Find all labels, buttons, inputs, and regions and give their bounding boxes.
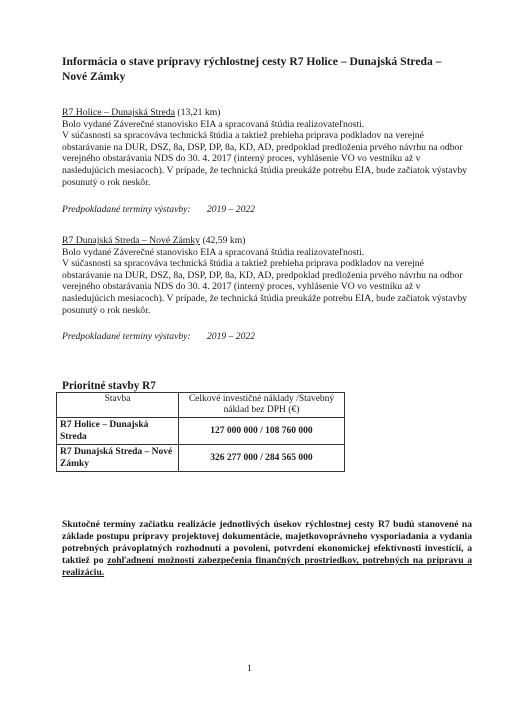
table-header-row bbox=[57, 393, 345, 418]
row-name: R7 Holice – Dunajská Streda bbox=[57, 418, 179, 445]
section-line: Bolo vydané Záverečné stanovisko EIA a spracovaná štúdia realizovateľnosti. bbox=[62, 246, 365, 258]
column-header-stavba: Stavba bbox=[57, 393, 179, 418]
column-header-costs: Celkové investičné náklady /Stavebný náklad bez DPH (€) bbox=[179, 393, 345, 418]
page-number: 1 bbox=[247, 664, 252, 674]
closing-text: Skutočné termíny začiatku realizácie jednotlivých úsekov rýchlostnej cesty R7 budú stanovené na základe postupu prípravy projektovej dokumentácie, majetkovoprávneho vysporiadania a vydania potrebných právoplatných rozhodnutí a povolení, potvrdení ekonomickej efektívnosti investícií, a taktiež po bbox=[62, 519, 472, 566]
table-row bbox=[57, 445, 345, 472]
section-header bbox=[62, 235, 474, 247]
construction-terms bbox=[62, 204, 255, 215]
terms-label: Predpokladané termíny výstavby: bbox=[62, 204, 191, 215]
terms-years: 2019 – 2022 bbox=[207, 204, 255, 215]
table-row bbox=[57, 418, 345, 445]
section-route: R7 Holice – Dunajská Streda bbox=[62, 107, 175, 118]
section-paragraph: V súčasnosti sa spracováva technická štúdia a taktiež prebieha príprava podkladov na verejné obstarávanie na DUR, DSZ, 8a, DSP, DP, 8a, KD, AD, predpoklad predloženia prvého návrhu na odbor verejného obstarávania NDS do 30. 4. 2017 (interný proces, vyhlásenie VO vo vestníku až v nasledujúcich mesiacoch). V prípade, že technická štúdia preukáže potrebu EIA, bude začiatok výstavby posunutý o rok neskôr. bbox=[62, 130, 468, 188]
section-length: (13,21 km) bbox=[177, 107, 221, 118]
priority-table bbox=[56, 392, 345, 472]
closing-paragraph bbox=[62, 519, 472, 579]
row-value: 127 000 000 / 108 760 000 bbox=[179, 418, 345, 445]
section-holice-dunajska-streda bbox=[62, 107, 474, 188]
closing-underlined-text: zohľadnení možností zabezpečenia finančných prostriedkov, potrebných na prípravu a realizáciu. bbox=[62, 555, 472, 578]
priority-title: Prioritné stavby R7 bbox=[62, 380, 156, 392]
row-value: 326 277 000 / 284 565 000 bbox=[179, 445, 345, 472]
section-line: Bolo vydané Záverečné stanovisko EIA a spracovaná štúdia realizovateľnosti. bbox=[62, 118, 365, 130]
construction-terms bbox=[62, 331, 255, 342]
section-dunajska-streda-nove-zamky bbox=[62, 235, 474, 316]
document-title: Informácia o stave prípravy rýchlostnej cesty R7 Holice – Dunajská Streda – Nové Zámky bbox=[62, 55, 442, 83]
terms-label: Predpokladané termíny výstavby: bbox=[62, 331, 191, 342]
section-paragraph: V súčasnosti sa spracováva technická štúdia a taktiež prebieha príprava podkladov na verejné obstarávanie na DUR, DSZ, 8a, DSP, DP, 8a, KD, AD, predpoklad predloženia prvého návrhu na odbor verejného obstarávania NDS do 30. 4. 2017 (interný proces, vyhlásenie VO vo vestníku až v nasledujúcich mesiacoch). V prípade, že technická štúdia preukáže potrebu EIA, bude začiatok výstavby posunutý o rok neskôr. bbox=[62, 258, 468, 316]
section-header bbox=[62, 107, 474, 119]
row-name: R7 Dunajská Streda – Nové Zámky bbox=[57, 445, 179, 472]
terms-years: 2019 – 2022 bbox=[207, 331, 255, 342]
section-length: (42,59 km) bbox=[202, 235, 246, 246]
section-route: R7 Dunajská Streda – Nové Zámky bbox=[62, 235, 201, 246]
